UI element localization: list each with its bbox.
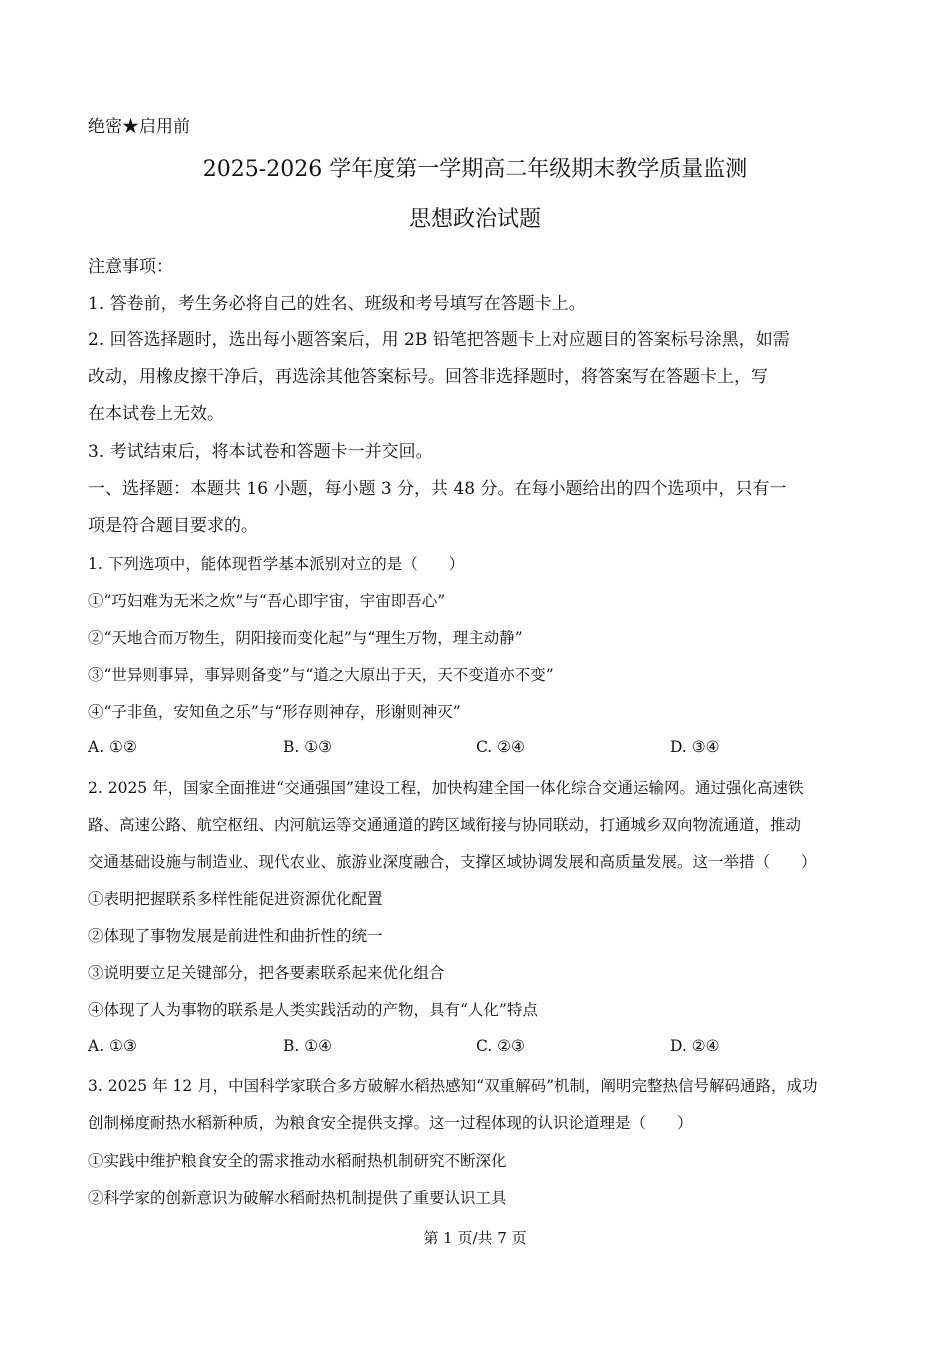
q2-item: ②体现了事物发展是前进性和曲折性的统一: [88, 927, 383, 945]
q2-stem-line: 路、高速公路、航空枢纽、内河航运等交通通道的跨区域衔接与协同联动，打通城乡双向物流通道，推动: [88, 816, 802, 834]
q3-stem-line: 3. 2025 年 12 月，中国科学家联合多方破解水稻热感知“双重解码”机制，阐明完整热信号解码通路，成功: [88, 1077, 818, 1095]
q1-stem: 1. 下列选项中，能体现哲学基本派别对立的是（ ）: [88, 555, 465, 573]
q1-item: ④“子非鱼，安知鱼之乐”与“形存则神存，形谢则神灭”: [88, 703, 461, 721]
notice-line: 2. 回答选择题时，选出每小题答案后，用 2B 铅笔把答题卡上对应题目的答案标号涂黑，如需: [88, 330, 790, 350]
notice-heading: 注意事项：: [88, 257, 173, 277]
q2-stem-line: 2. 2025 年，国家全面推进“交通强国”建设工程，加快构建全国一体化综合交通运输网。通过强化高速铁: [88, 779, 804, 797]
q3-item: ②科学家的创新意识为破解水稻耐热机制提供了重要认识工具: [88, 1189, 507, 1207]
page-number: 第 1 页/共 7 页: [423, 1229, 527, 1247]
q3-item: ①实践中维护粮食安全的需求推动水稻耐热机制研究不断深化: [88, 1152, 507, 1170]
q1-item: ②“天地合而万物生，阴阳接而变化起”与“理生万物，理主动静”: [88, 629, 523, 647]
q1-item: ③“世异则事异，事异则备变”与“道之大原出于天，天不变道亦不变”: [88, 666, 554, 684]
q1-option-a: A. ①②: [88, 738, 137, 756]
q3-stem-line: 创制梯度耐热水稻新种质，为粮食安全提供支撑。这一过程体现的认识论道理是（ ）: [88, 1114, 693, 1132]
q1-option-c: C. ②④: [476, 738, 525, 756]
confidential-label: 绝密★启用前: [88, 117, 190, 137]
notice-line: 改动，用橡皮擦干净后，再选涂其他答案标号。回答非选择题时，将答案写在答题卡上，写: [88, 367, 768, 387]
q1-item: ①“巧妇难为无米之炊”与“吾心即宇宙，宇宙即吾心”: [88, 592, 446, 610]
notice-line: 在本试卷上无效。: [88, 404, 224, 424]
q2-option-c: C. ②③: [476, 1037, 525, 1055]
exam-title: 2025-2026 学年度第一学期高二年级期末教学质量监测: [202, 157, 748, 182]
q2-option-b: B. ①④: [283, 1037, 333, 1055]
q2-item: ③说明要立足关键部分，把各要素联系起来优化组合: [88, 964, 445, 982]
q2-item: ④体现了人为事物的联系是人类实践活动的产物，具有“人化”特点: [88, 1001, 538, 1019]
q2-option-d: D. ②④: [670, 1037, 720, 1055]
exam-subtitle: 思想政治试题: [408, 207, 541, 232]
q2-stem-line: 交通基础设施与制造业、现代农业、旅游业深度融合，支撑区域协调发展和高质量发展。这一举措（ ）: [88, 853, 817, 871]
q2-option-a: A. ①③: [88, 1037, 137, 1055]
q1-option-d: D. ③④: [670, 738, 720, 756]
section-heading-cont: 项是符合题目要求的。: [88, 516, 258, 536]
notice-line: 3. 考试结束后，将本试卷和答题卡一并交回。: [88, 442, 433, 462]
q1-option-b: B. ①③: [283, 738, 333, 756]
notice-line: 1. 答卷前，考生务必将自己的姓名、班级和考号填写在答题卡上。: [88, 294, 586, 314]
section-heading: 一、选择题：本题共 16 小题，每小题 3 分，共 48 分。在每小题给出的四个选项中，只有一: [88, 479, 787, 499]
q2-item: ①表明把握联系多样性能促进资源优化配置: [88, 890, 383, 908]
